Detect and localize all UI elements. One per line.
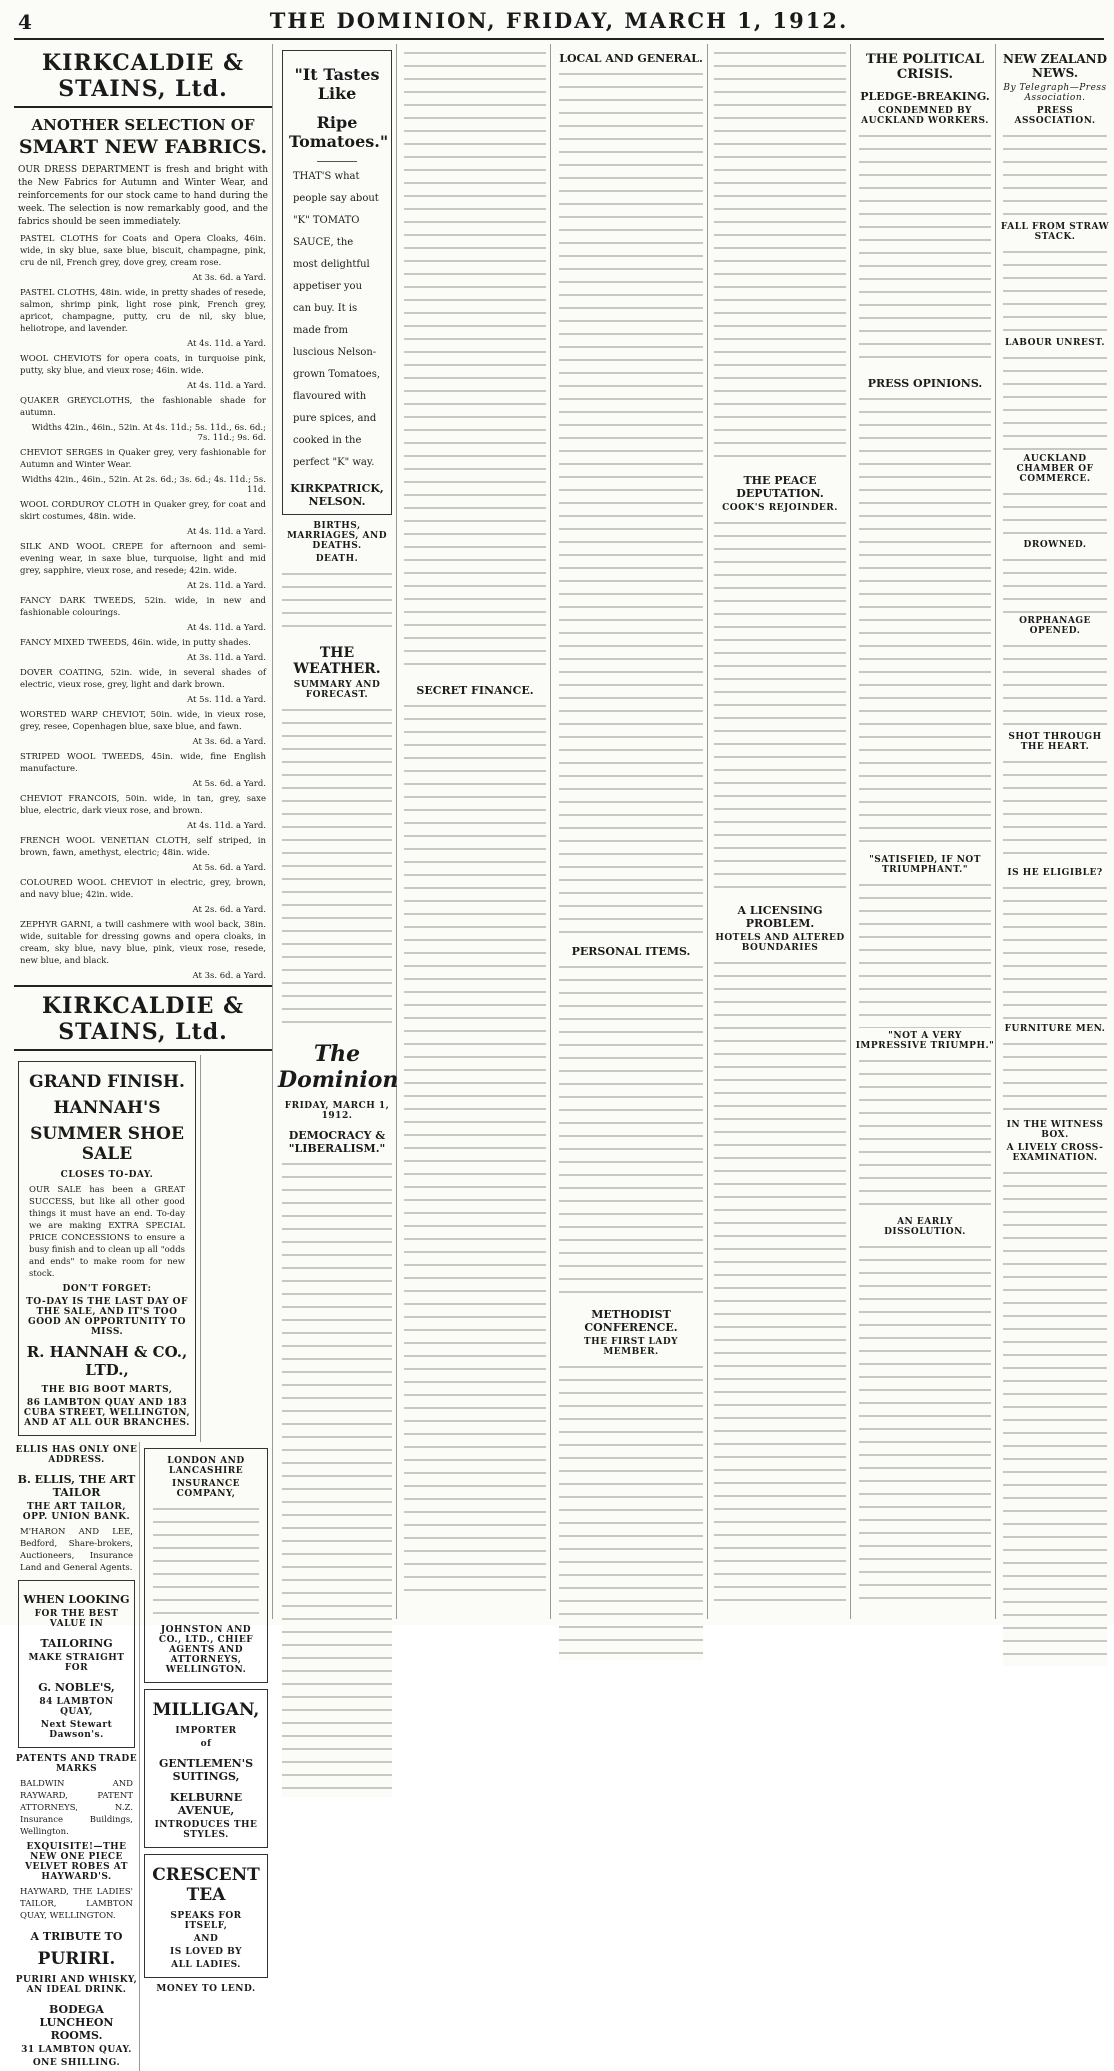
hannah-firm: R. HANNAH & CO., LTD.,: [26, 1343, 188, 1379]
page-number: 4: [18, 10, 32, 34]
fabric-price: At 3s. 6d. a Yard.: [192, 273, 266, 283]
crisis-heading: THE POLITICAL CRISIS.: [865, 52, 985, 82]
dominion-date: FRIDAY, MARCH 1, 1912.: [284, 1101, 390, 1121]
money-to-lend: MONEY TO LEND.: [156, 1984, 256, 1994]
column-2: [278, 44, 397, 1619]
hannah-body3: TO-DAY IS THE LAST DAY OF THE SALE, AND IT'S TOO GOOD AN OPPORTUNITY TO MISS.: [26, 1297, 188, 1337]
fabric-item: WORSTED WARP CHEVIOT, 50in. wide, in vieux rose, grey, resee, Copenhagen blue, saxe blue, and fawn.: [20, 710, 266, 732]
death-heading: DEATH.: [315, 554, 359, 564]
fabric-item: PASTEL CLOTHS, 48in. wide, in pretty shades of resede, salmon, shrimp pink, light rose pink, French grey, apricot, champagne, putty, cru de nil, sky blue, heliotrope, and lavender.: [20, 288, 266, 334]
noble-4: MAKE STRAIGHT FOR: [28, 1653, 125, 1673]
fabric-price: At 4s. 11d. a Yard.: [187, 339, 266, 349]
noble-2: FOR THE BEST VALUE IN: [34, 1609, 119, 1629]
tomato-title-2: Ripe Tomatoes.": [289, 113, 389, 151]
notvery-heading: "NOT A VERY IMPRESSIVE TRIUMPH.": [855, 1031, 995, 1051]
fabric-price: At 4s. 11d. a Yard.: [187, 623, 266, 633]
fabric-price: At 3s. 11d. a Yard.: [187, 653, 266, 663]
bmd-heading: BIRTHS, MARRIAGES, AND DEATHS.: [286, 521, 388, 551]
ad-subtitle: ANOTHER SELECTION OF: [31, 116, 255, 134]
column-6: [855, 44, 996, 1619]
fabric-item: STRIPED WOOL TWEEDS, 45in. wide, fine English manufacture.: [20, 752, 266, 774]
noble-7: Next Stewart Dawson's.: [40, 1720, 113, 1740]
fabric-item: CHEVIOT FRANCOIS, 50in. wide, in tan, grey, saxe blue, electric, dark vieux rose, and brown.: [20, 794, 266, 816]
hannah-ad: [18, 1061, 196, 1436]
milligan-2: IMPORTER: [175, 1726, 237, 1736]
fabric-price: At 2s. 11d. a Yard.: [187, 581, 266, 591]
hannah-body: OUR SALE has been a GREAT SUCCESS, but like all other good things it must have an end. To-day we are making EXTRA SPECIAL PRICE CONCESSIONS to ensure a busy finish and to clean up all "odds and ends" to make room for new stock.: [29, 1185, 185, 1279]
nz-news-heading: NEW ZEALAND NEWS.: [1002, 52, 1108, 80]
masthead: THE DOMINION, FRIDAY, MARCH 1, 1912.: [269, 8, 849, 33]
column-7: [999, 44, 1111, 1619]
weather-heading: THE WEATHER.: [293, 645, 381, 677]
milligan-3: of: [200, 1739, 212, 1749]
milligan-5: KELBURNE AVENUE,: [169, 1791, 243, 1817]
hayward-2: HAYWARD, THE LADIES' TAILOR, LAMBTON QUAY, WELLINGTON.: [20, 1887, 133, 1921]
hayward-1: EXQUISITE!—THE NEW ONE PIECE VELVET ROBES AT HAYWARD'S.: [25, 1842, 128, 1882]
hannah-h2: HANNAH'S: [53, 1098, 161, 1118]
crescent-4: IS LOVED BY: [169, 1947, 242, 1957]
london-insurance-ad: [144, 1448, 268, 1683]
crescent-2: SPEAKS FOR ITSELF,: [170, 1911, 242, 1931]
fabric-price: At 5s. 6d. a Yard.: [192, 779, 266, 789]
fabric-item: WOOL CORDUROY CLOTH in Quaker grey, for coat and skirt costumes, 48in. wide.: [20, 500, 266, 522]
bodega-3: ONE SHILLING.: [32, 2058, 121, 2068]
fabric-price: At 5s. 11d. a Yard.: [187, 695, 266, 705]
fabric-price: At 4s. 11d. a Yard.: [187, 821, 266, 831]
hannah-firm2: THE BIG BOOT MARTS,: [41, 1385, 173, 1395]
crescent-ad: [144, 1854, 268, 1978]
milligan-4: GENTLEMEN'S SUITINGS,: [158, 1757, 254, 1783]
fabric-item: ZEPHYR GARNI, a twill cashmere with wool back, 38in. wide, suitable for dressing gowns and opera cloaks, in cream, sky blue, navy blue, pink, vieux rose, resede, new blue, and black.: [20, 920, 266, 966]
satisfied-heading: "SATISFIED, IF NOT TRIUMPHANT.": [869, 855, 981, 875]
fabric-price: Widths 42in., 46in., 52in. At 2s. 6d.; 3s. 6d.; 4s. 11d.; 5s. 11d.: [21, 475, 266, 495]
london-3: JOHNSTON AND CO., LTD., CHIEF AGENTS AND ATTORNEYS, WELLINGTON.: [158, 1625, 254, 1675]
noble-6: 84 LAMBTON QUAY,: [39, 1697, 114, 1717]
noble-ad: [18, 1580, 135, 1748]
fabric-price: At 4s. 11d. a Yard.: [187, 381, 266, 391]
pressassoc-heading: PRESS ASSOCIATION.: [1014, 106, 1096, 126]
milligan-6: INTRODUCES THE STYLES.: [154, 1820, 258, 1840]
page-header: [14, 8, 1104, 40]
hannah-address: 86 LAMBTON QUAY AND 183 CUBA STREET, WELLINGTON, AND AT ALL OUR BRANCHES.: [23, 1398, 191, 1428]
london-2: INSURANCE COMPANY,: [172, 1479, 240, 1499]
early-dissolution-heading: AN EARLY DISSOLUTION.: [884, 1217, 966, 1237]
puriri-2: PURIRI.: [37, 1949, 116, 1969]
ad-title: KIRKCALDIE & STAINS, Ltd.: [42, 50, 244, 102]
ellis-3: THE ART TAILOR, OPP. UNION BANK.: [22, 1502, 131, 1522]
labour-heading: LABOUR UNREST.: [1005, 338, 1105, 348]
mcharon-ad: M'HARON AND LEE, Bedford, Share-brokers, Auctioneers, Insurance Land and General Agents.: [20, 1527, 133, 1573]
weather-summary: SUMMARY AND FORECAST.: [293, 680, 381, 700]
fabric-price: At 4s. 11d. a Yard.: [187, 527, 266, 537]
noble-1: WHEN LOOKING: [23, 1593, 130, 1606]
dominion-title: The Dominion: [278, 1041, 399, 1093]
tomato-title-1: "It Tastes Like: [294, 65, 380, 103]
fabric-item: WOOL CHEVIOTS for opera coats, in turquoise pink, putty, sky blue, and vieux rose; 46in. wide.: [20, 354, 266, 376]
secret-finance-heading: SECRET FINANCE.: [416, 684, 534, 697]
pledge-heading: PLEDGE-BREAKING.: [860, 90, 990, 103]
fabric-item: FRENCH WOOL VENETIAN CLOTH, self striped, in brown, fawn, amethyst, electric; 48in. wide.: [20, 836, 266, 858]
fabric-item: FANCY MIXED TWEEDS, 46in. wide, in putty shades.: [20, 638, 251, 648]
fabric-list: [14, 233, 272, 981]
crescent-3: AND: [193, 1934, 219, 1944]
telegraph-line: By Telegraph—Press Association.: [1003, 83, 1107, 103]
cooks-heading: COOK'S REJOINDER.: [722, 503, 838, 513]
fabric-price: At 3s. 6d. a Yard.: [192, 971, 266, 981]
milligan-ad: [144, 1689, 268, 1848]
ellis-2: B. ELLIS, THE ART TAILOR: [17, 1473, 136, 1499]
strawstack-heading: FALL FROM STRAW STACK.: [1000, 222, 1110, 242]
democracy-heading: DEMOCRACY & "LIBERALISM.": [288, 1129, 386, 1155]
fabric-item: COLOURED WOOL CHEVIOT in electric, grey, brown, and navy blue; 42in. wide.: [20, 878, 266, 900]
fabric-item: FANCY DARK TWEEDS, 52in. wide, in new and fashionable colourings.: [20, 596, 266, 618]
column-4: [555, 44, 708, 1619]
tomato-body: THAT'S what people say about "K" TOMATO SAUCE, the most delightful appetiser you can buy. It is made from luscious Nelson-grown Tomatoes, flavoured with pure spices, and cooked in the perfect "K" way.: [293, 171, 381, 468]
puriri-1: A TRIBUTE TO: [30, 1930, 123, 1943]
local-heading: LOCAL AND GENERAL.: [559, 52, 703, 65]
ellis-1: ELLIS HAS ONLY ONE ADDRESS.: [15, 1445, 138, 1465]
hotels-heading: HOTELS AND ALTERED BOUNDARIES: [715, 933, 845, 953]
fabric-item: QUAKER GREYCLOTHS, the fashionable shade for autumn.: [20, 396, 266, 418]
puriri-3: PURIRI AND WHISKY, AN IDEAL DRINK.: [15, 1975, 138, 1995]
noble-3: TAILORING: [40, 1637, 113, 1650]
peace-heading: THE PEACE DEPUTATION.: [736, 474, 824, 500]
tomato-ad: [282, 50, 392, 515]
personal-heading: PERSONAL ITEMS.: [571, 945, 691, 958]
crescent-5: ALL LADIES.: [171, 1960, 241, 1970]
first-lady-heading: THE FIRST LADY MEMBER.: [583, 1337, 679, 1357]
hannah-body2: DON'T FORGET:: [62, 1284, 152, 1294]
hannah-h1: GRAND FINISH.: [29, 1072, 185, 1092]
orphanage-heading: ORPHANAGE OPENED.: [1019, 616, 1091, 636]
column-5: [710, 44, 851, 1619]
witness-heading: IN THE WITNESS BOX.: [1006, 1120, 1104, 1140]
ad-subtitle-2: SMART NEW FABRICS.: [18, 136, 268, 158]
cross-heading: A LIVELY CROSS-EXAMINATION.: [1006, 1143, 1104, 1163]
london-1: LONDON AND LANCASHIRE: [167, 1456, 245, 1476]
fabric-price: At 5s. 6d. a Yard.: [192, 863, 266, 873]
methodist-heading: METHODIST CONFERENCE.: [584, 1308, 678, 1334]
noble-5: G. NOBLE'S,: [38, 1681, 115, 1694]
patents-ad: PATENTS AND TRADE MARKS: [15, 1754, 138, 1774]
baldwin-ad: BALDWIN AND RAYWARD, PATENT ATTORNEYS, N.Z. Insurance Buildings, Wellington.: [20, 1779, 133, 1837]
fabric-item: PASTEL CLOTHS for Coats and Opera Cloaks, 46in. wide, in sky blue, saxe blue, biscuit, champagne, pink, cru de nil, French grey, dove grey, cream rose.: [20, 234, 266, 268]
hannah-h4: CLOSES TO-DAY.: [60, 1170, 154, 1180]
column-3: [400, 44, 551, 1619]
milligan-1: MILLIGAN,: [152, 1700, 260, 1720]
fabric-price: Widths 42in., 46in., 52in. At 4s. 11d.; 5s. 11d., 6s. 6d.; 7s. 11d.; 9s. 6d.: [31, 423, 266, 443]
fabric-item: CHEVIOT SERGES in Quaker grey, very fashionable for Autumn and Winter Wear.: [20, 448, 266, 470]
fabric-price: At 3s. 6d. a Yard.: [192, 737, 266, 747]
fabric-item: DOVER COATING, 52in. wide, in several shades of electric, vieux rose, grey, light and dark brown.: [20, 668, 266, 690]
crescent-1: CRESCENT TEA: [152, 1865, 260, 1905]
hannah-h3: SUMMER SHOE SALE: [30, 1124, 184, 1164]
heart-heading: SHOT THROUGH THE HEART.: [1008, 732, 1102, 752]
press-opinions-heading: PRESS OPINIONS.: [867, 377, 983, 390]
column-1: [14, 44, 273, 2068]
fabric-price: At 2s. 6d. a Yard.: [192, 905, 266, 915]
condemned-heading: CONDEMNED BY AUCKLAND WORKERS.: [861, 106, 989, 126]
drowned-heading: DROWNED.: [1023, 540, 1087, 550]
kirkpatrick: KIRKPATRICK, NELSON.: [290, 482, 384, 508]
eligible-heading: IS HE ELIGIBLE?: [1007, 868, 1103, 878]
bodega-2: 31 LAMBTON QUAY.: [21, 2045, 132, 2055]
furniture-heading: FURNITURE MEN.: [1004, 1024, 1106, 1034]
ad2-title: KIRKCALDIE & STAINS, Ltd.: [42, 993, 244, 1045]
ad-intro: OUR DRESS DEPARTMENT is fresh and bright with the New Fabrics for Autumn and Winter Wear, and reinforcements for our stock came to hand during the week. The selection is now remarkably good, and the fabrics should be seen immediately.: [18, 165, 268, 227]
licensing-heading: A LICENSING PROBLEM.: [737, 904, 823, 930]
chamber-heading: AUCKLAND CHAMBER OF COMMERCE.: [1016, 454, 1094, 484]
bodega-1: BODEGA LUNCHEON ROOMS.: [39, 2003, 114, 2042]
fabric-item: SILK AND WOOL CREPE for afternoon and semi-evening wear, in saxe blue, turquoise, light and mid grey, sapphire, vieux rose, and resede; 42in. wide.: [20, 542, 266, 576]
